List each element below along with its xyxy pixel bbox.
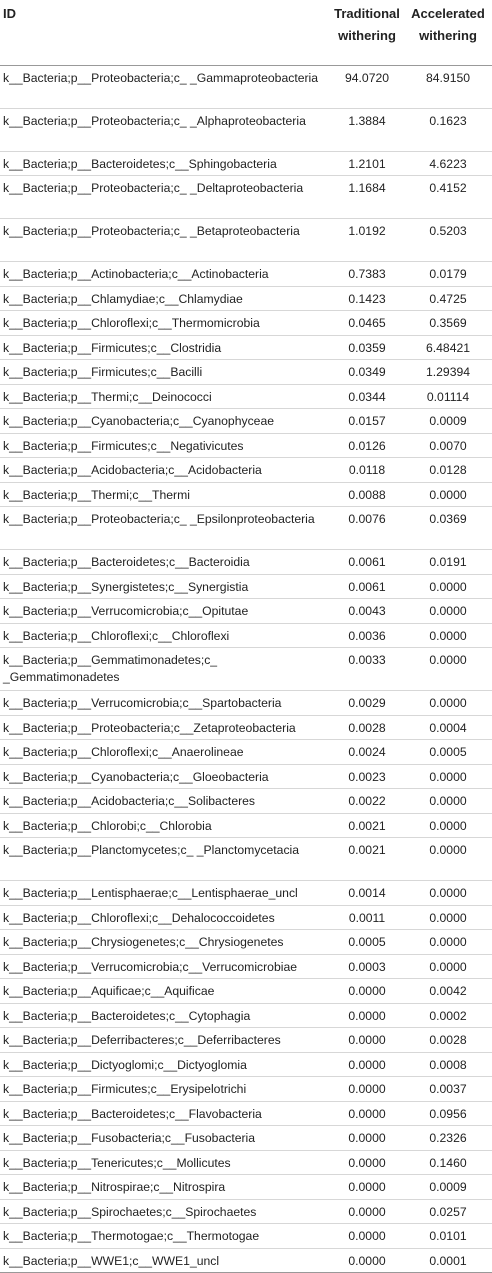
cell-traditional-withering: 0.0033	[330, 648, 404, 691]
cell-taxonomy-id: k__Bacteria;p__Actinobacteria;c__Actinobacteria	[0, 262, 330, 287]
cell-accelerated-withering: 0.0257	[404, 1199, 492, 1224]
cell-accelerated-withering: 0.0000	[404, 691, 492, 716]
table-row	[0, 1028, 492, 1053]
table-row	[0, 409, 492, 434]
table-row	[0, 1199, 492, 1224]
cell-accelerated-withering: 0.0000	[404, 954, 492, 979]
cell-traditional-withering: 0.0000	[330, 1028, 404, 1053]
table-row	[0, 1101, 492, 1126]
cell-taxonomy-id: k__Bacteria;p__Chloroflexi;c__Dehalococcoidetes	[0, 905, 330, 930]
cell-traditional-withering: 0.0061	[330, 550, 404, 575]
header-accelerated-withering: Accelerated withering	[404, 0, 492, 65]
cell-taxonomy-id: k__Bacteria;p__Chlamydiae;c__Chlamydiae	[0, 286, 330, 311]
cell-taxonomy-id: k__Bacteria;p__Tenericutes;c__Mollicutes	[0, 1150, 330, 1175]
cell-traditional-withering: 0.0022	[330, 789, 404, 814]
table-row	[0, 648, 492, 691]
table-row	[0, 954, 492, 979]
table-row	[0, 335, 492, 360]
cell-traditional-withering: 0.0021	[330, 838, 404, 881]
table-row	[0, 1248, 492, 1273]
cell-traditional-withering: 0.0118	[330, 458, 404, 483]
cell-traditional-withering: 1.1684	[330, 176, 404, 219]
cell-accelerated-withering: 0.0005	[404, 740, 492, 765]
cell-accelerated-withering: 0.0009	[404, 409, 492, 434]
table-row	[0, 550, 492, 575]
table-row	[0, 286, 492, 311]
cell-accelerated-withering: 1.29394	[404, 360, 492, 385]
cell-traditional-withering: 1.2101	[330, 151, 404, 176]
header-id: ID	[0, 0, 330, 65]
cell-traditional-withering: 0.0000	[330, 1175, 404, 1200]
cell-accelerated-withering: 0.0037	[404, 1077, 492, 1102]
table-row	[0, 65, 492, 108]
table-row	[0, 838, 492, 881]
cell-traditional-withering: 0.0349	[330, 360, 404, 385]
table-row	[0, 574, 492, 599]
table-row	[0, 623, 492, 648]
cell-traditional-withering: 1.0192	[330, 219, 404, 262]
cell-taxonomy-id: k__Bacteria;p__Thermi;c__Thermi	[0, 482, 330, 507]
table-row	[0, 507, 492, 550]
cell-accelerated-withering: 6.48421	[404, 335, 492, 360]
header-traditional-withering: Traditional withering	[330, 0, 404, 65]
table-row	[0, 482, 492, 507]
table-row	[0, 262, 492, 287]
cell-traditional-withering: 0.0003	[330, 954, 404, 979]
cell-taxonomy-id: k__Bacteria;p__Planctomycetes;c_ _Planctomycetacia	[0, 838, 330, 881]
cell-accelerated-withering: 0.4725	[404, 286, 492, 311]
cell-traditional-withering: 0.0465	[330, 311, 404, 336]
cell-traditional-withering: 0.0344	[330, 384, 404, 409]
cell-traditional-withering: 0.0000	[330, 1248, 404, 1273]
cell-accelerated-withering: 0.0000	[404, 789, 492, 814]
table-row	[0, 1224, 492, 1249]
cell-taxonomy-id: k__Bacteria;p__Fusobacteria;c__Fusobacteria	[0, 1126, 330, 1151]
cell-taxonomy-id: k__Bacteria;p__Proteobacteria;c_ _Epsilonproteobacteria	[0, 507, 330, 550]
table-row	[0, 458, 492, 483]
cell-taxonomy-id: k__Bacteria;p__Verrucomicrobia;c__Verrucomicrobiae	[0, 954, 330, 979]
cell-traditional-withering: 0.0000	[330, 1150, 404, 1175]
cell-accelerated-withering: 0.0000	[404, 623, 492, 648]
table-row	[0, 1077, 492, 1102]
cell-taxonomy-id: k__Bacteria;p__Chloroflexi;c__Thermomicrobia	[0, 311, 330, 336]
cell-taxonomy-id: k__Bacteria;p__Dictyoglomi;c__Dictyoglomia	[0, 1052, 330, 1077]
cell-taxonomy-id: k__Bacteria;p__Chloroflexi;c__Chloroflexi	[0, 623, 330, 648]
cell-accelerated-withering: 0.0004	[404, 715, 492, 740]
cell-accelerated-withering: 0.2326	[404, 1126, 492, 1151]
cell-traditional-withering: 0.0036	[330, 623, 404, 648]
table-row	[0, 813, 492, 838]
cell-taxonomy-id: k__Bacteria;p__Deferribacteres;c__Deferribacteres	[0, 1028, 330, 1053]
cell-taxonomy-id: k__Bacteria;p__Thermi;c__Deinococci	[0, 384, 330, 409]
cell-traditional-withering: 0.0088	[330, 482, 404, 507]
table-row	[0, 360, 492, 385]
table-row	[0, 1052, 492, 1077]
table-row	[0, 789, 492, 814]
table-row	[0, 151, 492, 176]
cell-accelerated-withering: 0.1623	[404, 108, 492, 151]
cell-accelerated-withering: 0.0000	[404, 648, 492, 691]
cell-taxonomy-id: k__Bacteria;p__Cyanobacteria;c__Gloeobacteria	[0, 764, 330, 789]
cell-accelerated-withering: 0.0000	[404, 813, 492, 838]
cell-traditional-withering: 0.0061	[330, 574, 404, 599]
cell-traditional-withering: 0.0359	[330, 335, 404, 360]
cell-traditional-withering: 0.0028	[330, 715, 404, 740]
cell-accelerated-withering: 0.0000	[404, 482, 492, 507]
table-row	[0, 905, 492, 930]
table-row	[0, 1175, 492, 1200]
cell-accelerated-withering: 0.0000	[404, 838, 492, 881]
cell-taxonomy-id: k__Bacteria;p__Bacteroidetes;c__Bacteroidia	[0, 550, 330, 575]
cell-traditional-withering: 94.0720	[330, 65, 404, 108]
cell-taxonomy-id: k__Bacteria;p__Cyanobacteria;c__Cyanophyceae	[0, 409, 330, 434]
table-row	[0, 384, 492, 409]
cell-taxonomy-id: k__Bacteria;p__Verrucomicrobia;c__Spartobacteria	[0, 691, 330, 716]
cell-traditional-withering: 0.0043	[330, 599, 404, 624]
cell-traditional-withering: 0.0000	[330, 1199, 404, 1224]
cell-accelerated-withering: 0.01114	[404, 384, 492, 409]
cell-accelerated-withering: 4.6223	[404, 151, 492, 176]
table-row	[0, 691, 492, 716]
table-row	[0, 219, 492, 262]
table-row	[0, 979, 492, 1004]
cell-taxonomy-id: k__Bacteria;p__Gemmatimonadetes;c_ _Gemmatimonadetes	[0, 648, 330, 691]
cell-traditional-withering: 0.0023	[330, 764, 404, 789]
cell-traditional-withering: 0.0000	[330, 1052, 404, 1077]
cell-accelerated-withering: 84.9150	[404, 65, 492, 108]
cell-accelerated-withering: 0.5203	[404, 219, 492, 262]
cell-traditional-withering: 0.0021	[330, 813, 404, 838]
cell-accelerated-withering: 0.0002	[404, 1003, 492, 1028]
cell-traditional-withering: 0.0000	[330, 979, 404, 1004]
cell-traditional-withering: 0.0029	[330, 691, 404, 716]
table-row	[0, 764, 492, 789]
cell-taxonomy-id: k__Bacteria;p__Thermotogae;c__Thermotogae	[0, 1224, 330, 1249]
cell-taxonomy-id: k__Bacteria;p__Bacteroidetes;c__Sphingobacteria	[0, 151, 330, 176]
cell-taxonomy-id: k__Bacteria;p__Proteobacteria;c_ _Deltaproteobacteria	[0, 176, 330, 219]
cell-accelerated-withering: 0.0000	[404, 574, 492, 599]
cell-accelerated-withering: 0.0001	[404, 1248, 492, 1273]
cell-accelerated-withering: 0.0000	[404, 905, 492, 930]
table-row	[0, 1150, 492, 1175]
cell-traditional-withering: 0.0011	[330, 905, 404, 930]
cell-traditional-withering: 0.0076	[330, 507, 404, 550]
cell-accelerated-withering: 0.0070	[404, 433, 492, 458]
table-body	[0, 65, 492, 1273]
cell-accelerated-withering: 0.0101	[404, 1224, 492, 1249]
cell-taxonomy-id: k__Bacteria;p__Chrysiogenetes;c__Chrysiogenetes	[0, 930, 330, 955]
cell-taxonomy-id: k__Bacteria;p__Acidobacteria;c__Acidobacteria	[0, 458, 330, 483]
cell-taxonomy-id: k__Bacteria;p__Proteobacteria;c_ _Betaproteobacteria	[0, 219, 330, 262]
cell-accelerated-withering: 0.0000	[404, 764, 492, 789]
cell-accelerated-withering: 0.0128	[404, 458, 492, 483]
cell-accelerated-withering: 0.0042	[404, 979, 492, 1004]
cell-taxonomy-id: k__Bacteria;p__Proteobacteria;c_ _Alphaproteobacteria	[0, 108, 330, 151]
cell-accelerated-withering: 0.0000	[404, 930, 492, 955]
cell-taxonomy-id: k__Bacteria;p__Acidobacteria;c__Solibacteres	[0, 789, 330, 814]
cell-traditional-withering: 0.0157	[330, 409, 404, 434]
cell-traditional-withering: 0.0126	[330, 433, 404, 458]
cell-taxonomy-id: k__Bacteria;p__Spirochaetes;c__Spirochaetes	[0, 1199, 330, 1224]
cell-taxonomy-id: k__Bacteria;p__Chloroflexi;c__Anaerolineae	[0, 740, 330, 765]
cell-taxonomy-id: k__Bacteria;p__Proteobacteria;c__Zetaproteobacteria	[0, 715, 330, 740]
cell-taxonomy-id: k__Bacteria;p__Nitrospirae;c__Nitrospira	[0, 1175, 330, 1200]
table-row	[0, 930, 492, 955]
cell-taxonomy-id: k__Bacteria;p__Verrucomicrobia;c__Opitutae	[0, 599, 330, 624]
cell-accelerated-withering: 0.0179	[404, 262, 492, 287]
cell-traditional-withering: 0.7383	[330, 262, 404, 287]
cell-accelerated-withering: 0.0028	[404, 1028, 492, 1053]
cell-taxonomy-id: k__Bacteria;p__Proteobacteria;c_ _Gammaproteobacteria	[0, 65, 330, 108]
cell-taxonomy-id: k__Bacteria;p__Firmicutes;c__Negativicutes	[0, 433, 330, 458]
cell-taxonomy-id: k__Bacteria;p__Firmicutes;c__Bacilli	[0, 360, 330, 385]
table-row	[0, 1003, 492, 1028]
cell-traditional-withering: 0.1423	[330, 286, 404, 311]
cell-accelerated-withering: 0.0191	[404, 550, 492, 575]
cell-traditional-withering: 0.0000	[330, 1003, 404, 1028]
table-row	[0, 108, 492, 151]
cell-taxonomy-id: k__Bacteria;p__Firmicutes;c__Clostridia	[0, 335, 330, 360]
table-row	[0, 599, 492, 624]
cell-traditional-withering: 0.0024	[330, 740, 404, 765]
cell-taxonomy-id: k__Bacteria;p__Synergistetes;c__Synergistia	[0, 574, 330, 599]
cell-taxonomy-id: k__Bacteria;p__Bacteroidetes;c__Cytophagia	[0, 1003, 330, 1028]
cell-traditional-withering: 0.0000	[330, 1126, 404, 1151]
cell-accelerated-withering: 0.0369	[404, 507, 492, 550]
cell-taxonomy-id: k__Bacteria;p__Chlorobi;c__Chlorobia	[0, 813, 330, 838]
cell-traditional-withering: 0.0000	[330, 1224, 404, 1249]
cell-accelerated-withering: 0.0000	[404, 881, 492, 906]
cell-taxonomy-id: k__Bacteria;p__WWE1;c__WWE1_uncl	[0, 1248, 330, 1273]
cell-taxonomy-id: k__Bacteria;p__Bacteroidetes;c__Flavobacteria	[0, 1101, 330, 1126]
cell-traditional-withering: 1.3884	[330, 108, 404, 151]
cell-accelerated-withering: 0.0000	[404, 599, 492, 624]
table-row	[0, 433, 492, 458]
cell-accelerated-withering: 0.3569	[404, 311, 492, 336]
table-row	[0, 311, 492, 336]
cell-accelerated-withering: 0.4152	[404, 176, 492, 219]
cell-traditional-withering: 0.0000	[330, 1101, 404, 1126]
table-row	[0, 881, 492, 906]
table-row	[0, 715, 492, 740]
cell-traditional-withering: 0.0000	[330, 1077, 404, 1102]
cell-taxonomy-id: k__Bacteria;p__Firmicutes;c__Erysipelotrichi	[0, 1077, 330, 1102]
table-row	[0, 176, 492, 219]
cell-accelerated-withering: 0.1460	[404, 1150, 492, 1175]
cell-accelerated-withering: 0.0956	[404, 1101, 492, 1126]
cell-accelerated-withering: 0.0009	[404, 1175, 492, 1200]
cell-taxonomy-id: k__Bacteria;p__Lentisphaerae;c__Lentisphaerae_uncl	[0, 881, 330, 906]
table-row	[0, 1126, 492, 1151]
table-row	[0, 740, 492, 765]
cell-traditional-withering: 0.0005	[330, 930, 404, 955]
cell-accelerated-withering: 0.0008	[404, 1052, 492, 1077]
header-row	[0, 0, 492, 65]
cell-traditional-withering: 0.0014	[330, 881, 404, 906]
cell-taxonomy-id: k__Bacteria;p__Aquificae;c__Aquificae	[0, 979, 330, 1004]
